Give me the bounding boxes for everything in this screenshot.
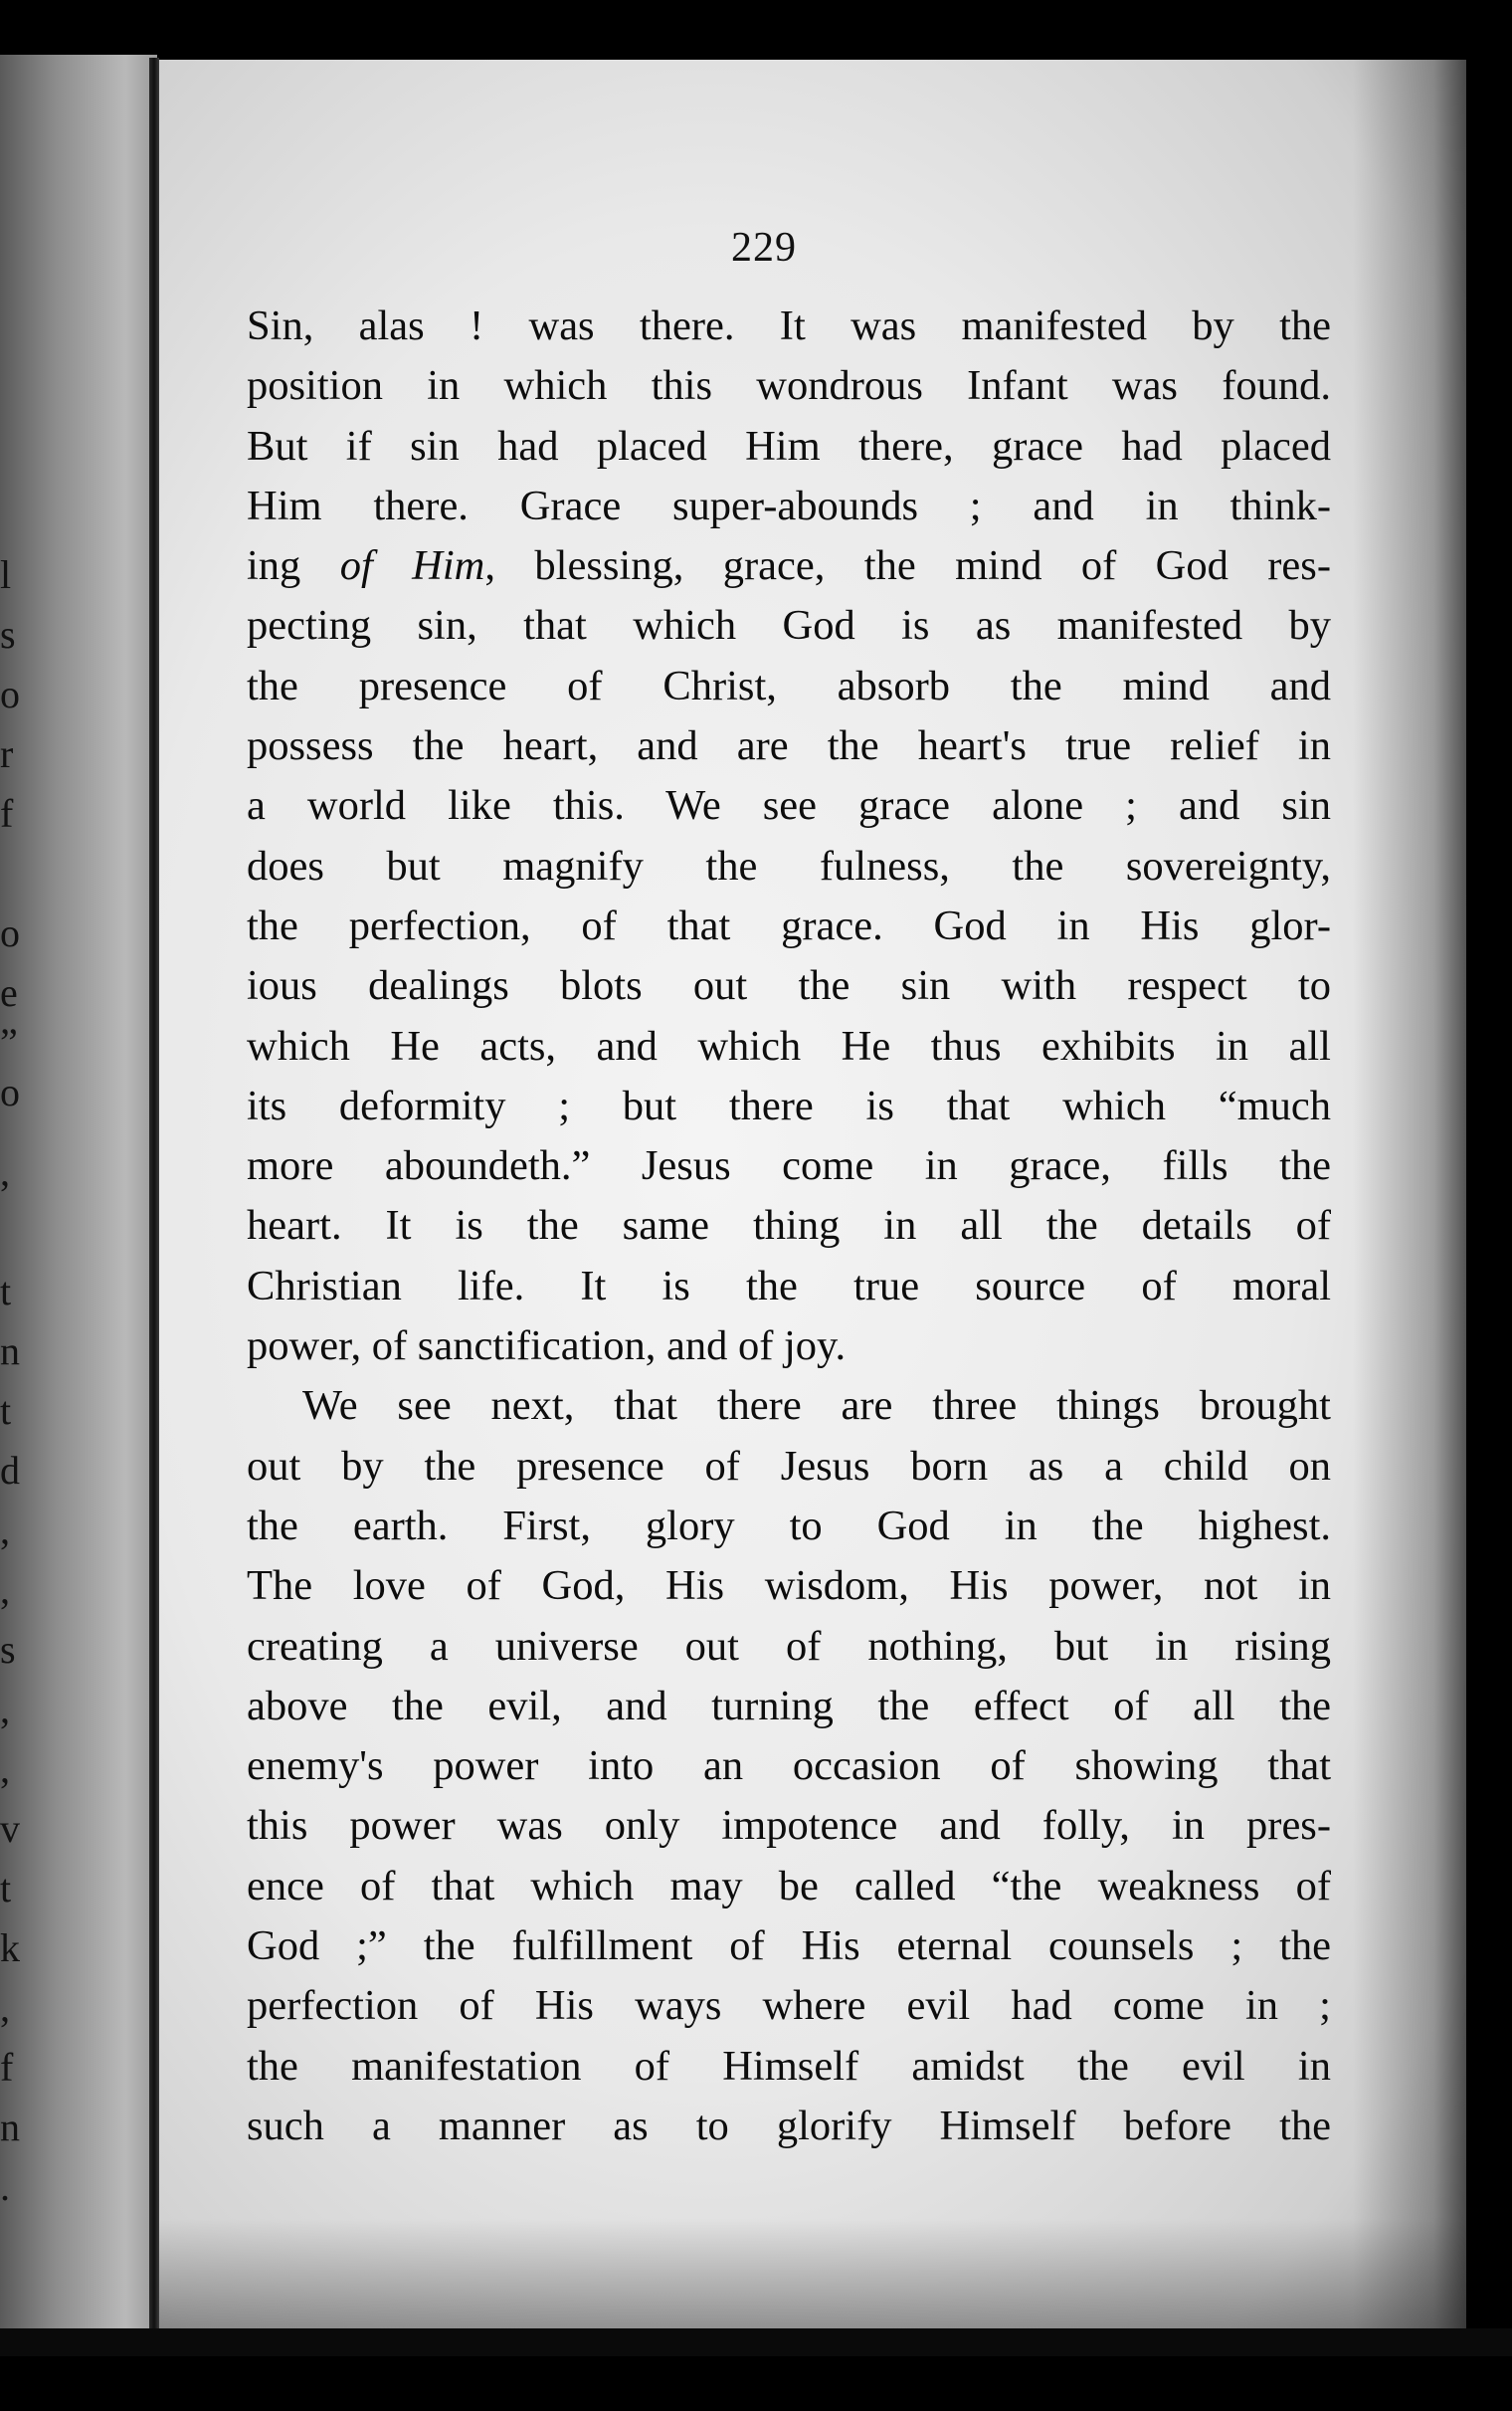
margin-char: s bbox=[0, 1627, 16, 1672]
margin-char: k bbox=[0, 1925, 20, 1970]
text-line: more aboundeth.” Jesus come in grace, fills the bbox=[247, 1142, 1331, 1190]
text-line: which He acts, and which He thus exhibits in all bbox=[247, 1022, 1331, 1070]
text-line: out by the presence of Jesus born as a child on bbox=[247, 1442, 1331, 1490]
text-line: Sin, alas ! was there. It was manifested by the bbox=[247, 302, 1331, 349]
text-line: ence of that which may be called “the weakness of bbox=[247, 1862, 1331, 1909]
margin-char: r bbox=[0, 731, 14, 776]
body-text bbox=[247, 297, 1331, 2156]
margin-char: , bbox=[0, 1746, 10, 1791]
text-line: pecting sin, that which God is as manifested by bbox=[247, 602, 1331, 650]
text-line: the perfection, of that grace. God in His glor- bbox=[247, 902, 1331, 949]
page-shadow-bottom bbox=[159, 2219, 1468, 2338]
text-line: does but magnify the fulness, the sovereignty, bbox=[247, 842, 1331, 890]
margin-char: t bbox=[0, 1388, 12, 1433]
scan-border-right bbox=[1466, 0, 1512, 2356]
facing-page-edge bbox=[0, 55, 157, 2328]
margin-char: t bbox=[0, 1866, 12, 1910]
text-run: ing bbox=[247, 542, 340, 590]
text-line: But if sin had placed Him there, grace had placed bbox=[247, 422, 1331, 470]
margin-char: o bbox=[0, 672, 20, 716]
margin-char: . bbox=[0, 2164, 10, 2209]
text-line: God ;” the fulfillment of His eternal counsels ; the bbox=[247, 1922, 1331, 1970]
margin-char: n bbox=[0, 2105, 20, 2149]
scan-border-bottom bbox=[0, 2328, 1512, 2356]
text-line: its deformity ; but there is that which “much bbox=[247, 1082, 1331, 1129]
text-line: such a manner as to glorify Himself before the bbox=[247, 2102, 1331, 2149]
text-line: possess the heart, and are the heart's true relief in bbox=[247, 722, 1331, 770]
margin-char: v bbox=[0, 1806, 20, 1851]
text-line: We see next, that there are three things brought bbox=[302, 1382, 1331, 1430]
text-line: perfection of His ways where evil had come in ; bbox=[247, 1982, 1331, 2030]
text-line: the presence of Christ, absorb the mind and bbox=[247, 662, 1331, 709]
margin-char: ” bbox=[0, 1020, 18, 1065]
text-line: a world like this. We see grace alone ; and sin bbox=[247, 782, 1331, 830]
margin-char: d bbox=[0, 1448, 20, 1493]
text-line: Him there. Grace super-abounds ; and in think- bbox=[247, 482, 1331, 529]
margin-char: , bbox=[0, 1567, 10, 1612]
scan-border-top bbox=[0, 0, 1512, 62]
margin-char: , bbox=[0, 1687, 10, 1731]
text-line bbox=[247, 536, 1331, 596]
margin-char: , bbox=[0, 1149, 10, 1194]
text-line: heart. It is the same thing in all the details of bbox=[247, 1202, 1331, 1250]
page-number: 229 bbox=[731, 225, 797, 271]
text-run: , blessing, grace, the mind of God res- bbox=[484, 542, 1331, 590]
facing-page-text-fragments bbox=[0, 55, 20, 2411]
margin-char: t bbox=[0, 1269, 12, 1313]
text-line: the manifestation of Himself amidst the evil in bbox=[247, 2042, 1331, 2090]
book-gutter bbox=[149, 58, 159, 2336]
margin-char: f bbox=[0, 791, 14, 836]
text-line: enemy's power into an occasion of showing that bbox=[247, 1742, 1331, 1790]
margin-char: , bbox=[0, 1985, 10, 2030]
margin-char: s bbox=[0, 612, 16, 657]
page-shadow-right bbox=[1353, 60, 1468, 2338]
margin-char: o bbox=[0, 910, 20, 955]
margin-char: l bbox=[0, 552, 12, 597]
margin-char: f bbox=[0, 2045, 14, 2090]
text-line: above the evil, and turning the effect of all the bbox=[247, 1682, 1331, 1729]
text-line: Christian life. It is the true source of moral bbox=[247, 1262, 1331, 1309]
italic-phrase: of Him bbox=[339, 542, 485, 590]
text-line: this power was only impotence and folly, in pres- bbox=[247, 1802, 1331, 1850]
text-line: ious dealings blots out the sin with respect to bbox=[247, 962, 1331, 1010]
text-line: position in which this wondrous Infant was found. bbox=[247, 362, 1331, 410]
margin-char: n bbox=[0, 1328, 20, 1373]
margin-char: e bbox=[0, 970, 18, 1015]
text-line: the earth. First, glory to God in the highest. bbox=[247, 1502, 1331, 1549]
margin-char: , bbox=[0, 1507, 10, 1552]
margin-char: o bbox=[0, 1070, 20, 1114]
text-line: The love of God, His wisdom, His power, not in bbox=[247, 1562, 1331, 1610]
text-line: creating a universe out of nothing, but in rising bbox=[247, 1622, 1331, 1670]
text-line: power, of sanctification, and of joy. bbox=[247, 1322, 847, 1370]
